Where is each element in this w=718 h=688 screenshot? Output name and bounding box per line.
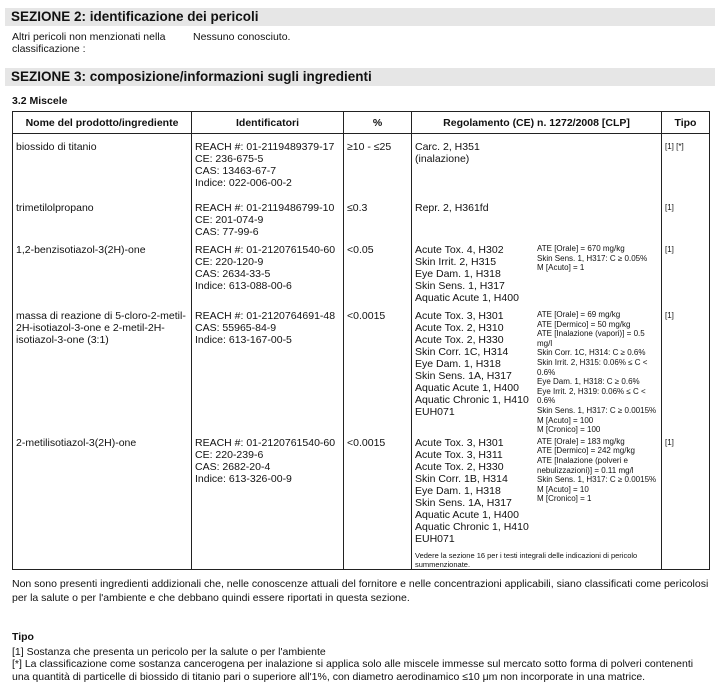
header-regulation: Regolamento (CE) n. 1272/2008 [CLP] <box>412 112 662 134</box>
legend-item-2: [*] La classificazione come sostanza cancerogena per inalazione si applica solo alle miscele immesse sul mercato sotto forma di polveri contenenti una quantità di particelle di biossido di titanio pari o superiore all'1%, con diametro aerodinamico ≤10 μm non incorporate in una matrice. <box>12 658 694 683</box>
ingredient-percent: ≥10 - ≤25 <box>344 134 412 190</box>
ingredient-name: 2-metilisotiazol-3(2H)-one <box>13 435 192 570</box>
ingredient-type: [1] <box>662 304 710 435</box>
header-name: Nome del prodotto/ingrediente <box>13 112 192 134</box>
no-other-ingredients-text: Non sono presenti ingredienti addizionali che, nelle conoscenze attuali del fornitore e nelle concentrazioni applicabili, siano classificati come pericolosi per la salute o per l'ambiente e che debbano quindi essere riportati in questa sezione. <box>12 578 709 604</box>
ingredient-identifiers: REACH #: 01-2120764691-48 CAS: 55965-84-9 Indice: 613-167-00-5 <box>192 304 344 435</box>
ingredient-percent: <0.0015 <box>344 304 412 435</box>
ate-notes: ATE [Orale] = 183 mg/kg ATE [Dermico] = 242 mg/kg ATE [Inalazione (polveri e nebulizzazioni)] = 0.11 mg/l Skin Sens. 1, H317: C ≥ 0.0015% M [Acuto] = 10 M [Cronico] = 1 <box>537 436 657 504</box>
hazard-statements-note: Vedere la sezione 16 per i testi integrali delle indicazioni di pericolo summenzionate. <box>415 550 638 569</box>
header-type: Tipo <box>662 112 710 134</box>
ate-notes: ATE [Orale] = 69 mg/kg ATE [Dermico] = 50 mg/kg ATE [Inalazione (vapori)] = 0.5 mg/l Skin Corr. 1C, H314: C ≥ 0.6% Skin Irrit. 2, H315: 0.06% ≤ C < 0.6% Eye Dam. 1, H318: C ≥ 0.6% Eye Irrit. 2, H319: 0.06% ≤ C < 0.6% Skin Sens. 1, H317: C ≥ 0.0015% M [Acuto] = 100 M [Cronico] = 100 <box>537 310 657 435</box>
other-hazards-label: Altri pericoli non menzionati nella classificazione : <box>12 31 166 55</box>
ingredient-regulation: Carc. 2, H351 (inalazione) <box>412 134 662 190</box>
ingredient-identifiers: REACH #: 01-2119486799-10 CE: 201-074-9 CAS: 77-99-6 <box>192 189 344 238</box>
table-row <box>13 189 710 238</box>
table-header-row <box>13 112 710 134</box>
header-percent: % <box>344 112 412 134</box>
ingredient-name: trimetilolpropano <box>13 189 192 238</box>
other-hazards-value: Nessuno conosciuto. <box>193 31 291 43</box>
legend-item-1: [1] Sostanza che presenta un pericolo per la salute o per l'ambiente <box>12 646 326 658</box>
table-row <box>13 238 710 304</box>
ingredient-name: massa di reazione di 5-cloro-2-metil-2H-isotiazol-3-one e 2-metil-2H-isotiazol-3-one (3:1) <box>13 304 192 435</box>
mixtures-subtitle: 3.2 Miscele <box>12 95 68 107</box>
header-identifiers: Identificatori <box>192 112 344 134</box>
section-3-title: SEZIONE 3: composizione/informazioni sugli ingredienti <box>5 68 715 86</box>
ate-notes: ATE [Orale] = 670 mg/kg Skin Sens. 1, H317: C ≥ 0.05% M [Acuto] = 1 <box>537 244 648 273</box>
ingredient-type: [1] <box>662 435 710 570</box>
ingredient-identifiers: REACH #: 01-2120761540-60 CE: 220-239-6 CAS: 2682-20-4 Indice: 613-326-00-9 <box>192 435 344 570</box>
ingredient-type: [1] <box>662 189 710 238</box>
ingredient-percent: <0.05 <box>344 238 412 304</box>
table-row <box>13 134 710 190</box>
ingredient-regulation: Acute Tox. 4, H302 Skin Irrit. 2, H315 Eye Dam. 1, H318 Skin Sens. 1, H317 Aquatic Acute 1, H400 ATE [Orale] = 670 mg/kg Skin Sens. 1, H317: C ≥ 0.05% M [Acuto] = 1 <box>412 238 662 304</box>
ingredient-percent: ≤0.3 <box>344 189 412 238</box>
legend-title: Tipo <box>12 631 34 643</box>
ingredient-regulation: Acute Tox. 3, H301 Acute Tox. 2, H310 Acute Tox. 2, H330 Skin Corr. 1C, H314 Eye Dam. 1, H318 Skin Sens. 1A, H317 Aquatic Acute 1, H400 Aquatic Chronic 1, H410 EUH071 ATE [Orale] = 69 mg/kg ATE [Dermico] = 50 mg/kg ATE [Inalazione (vapori)] = 0.5 mg/l Skin Corr. 1C, H314: C ≥ 0.6% Skin Irrit. 2, H315: 0.06% ≤ C < 0.6% Eye Dam. 1, H318: C ≥ 0.6% Eye Irrit. 2, H319: 0.06% ≤ C < 0.6% Skin Sens. 1, H317: C ≥ 0.0015% M [Acuto] = 100 M [Cronico] = 100 <box>412 304 662 435</box>
ingredient-name: biossido di titanio <box>13 134 192 190</box>
section-2-title: SEZIONE 2: identificazione dei pericoli <box>5 8 715 26</box>
ingredient-name: 1,2-benzisotiazol-3(2H)-one <box>13 238 192 304</box>
table-row <box>13 304 710 435</box>
ingredient-regulation: Acute Tox. 3, H301 Acute Tox. 3, H311 Acute Tox. 2, H330 Skin Corr. 1B, H314 Eye Dam. 1, H318 Skin Sens. 1A, H317 Aquatic Acute 1, H400 Aquatic Chronic 1, H410 EUH071 ATE [Orale] = 183 mg/kg ATE [Dermico] = 242 mg/kg ATE [Inalazione (polveri e nebulizzazioni)] = 0.11 mg/l Skin Sens. 1, H317: C ≥ 0.0015% M [Acuto] = 10 M [Cronico] = 1 Vedere la sezione 16 per i testi integrali delle indicazioni di pericolo summenzionate. <box>412 435 662 570</box>
ingredient-type: [1] [*] <box>662 134 710 190</box>
composition-table <box>12 111 710 570</box>
ingredient-percent: <0.0015 <box>344 435 412 570</box>
ingredient-regulation: Repr. 2, H361fd <box>412 189 662 238</box>
ingredient-identifiers: REACH #: 01-2119489379-17 CE: 236-675-5 CAS: 13463-67-7 Indice: 022-006-00-2 <box>192 134 344 190</box>
table-row <box>13 435 710 570</box>
ingredient-identifiers: REACH #: 01-2120761540-60 CE: 220-120-9 CAS: 2634-33-5 Indice: 613-088-00-6 <box>192 238 344 304</box>
ingredient-type: [1] <box>662 238 710 304</box>
